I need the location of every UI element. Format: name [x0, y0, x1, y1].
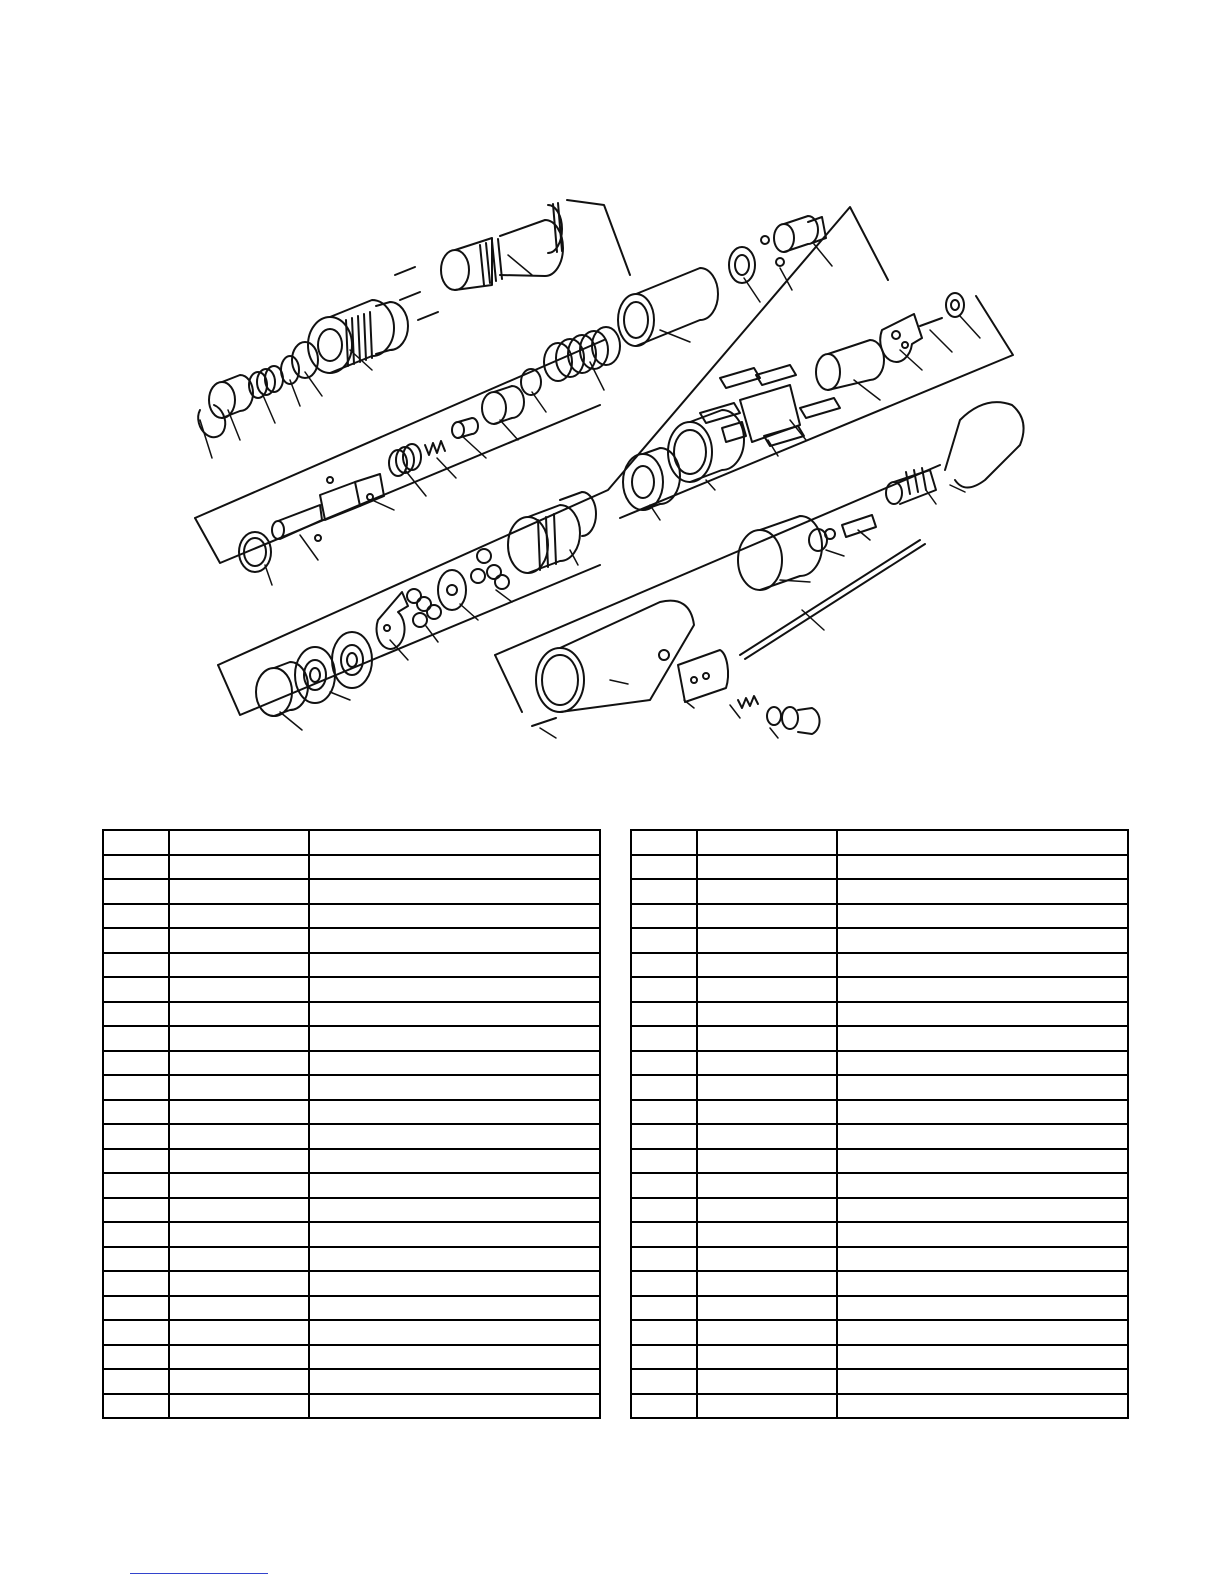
- table-cell: [169, 904, 309, 929]
- table-cell: [169, 1198, 309, 1223]
- table-cell: [631, 1222, 697, 1247]
- table-cell: [309, 928, 600, 953]
- table-row: [103, 830, 600, 855]
- table-cell: [837, 1002, 1128, 1027]
- table-cell: [837, 928, 1128, 953]
- table-cell: [697, 904, 837, 929]
- gear-housing-part: [508, 492, 596, 573]
- table-row: [103, 855, 600, 880]
- table-cell: [103, 830, 169, 855]
- table-row: [103, 1247, 600, 1272]
- table-cell: [837, 1124, 1128, 1149]
- table-cell: [169, 1002, 309, 1027]
- ring-gear-part: [308, 300, 408, 373]
- table-cell: [309, 1320, 600, 1345]
- table-cell: [631, 1149, 697, 1174]
- table-cell: [309, 953, 600, 978]
- table-cell: [631, 904, 697, 929]
- table-cell: [309, 1296, 600, 1321]
- table-cell: [169, 1100, 309, 1125]
- table-row: [103, 1149, 600, 1174]
- table-cell: [103, 953, 169, 978]
- table-row: [631, 1296, 1128, 1321]
- table-cell: [169, 830, 309, 855]
- parts-list-table-left: [102, 829, 601, 1419]
- throttle-button-part: [767, 707, 820, 734]
- table-row: [103, 1369, 600, 1394]
- exploded-parts-diagram: [0, 0, 1225, 790]
- table-cell: [631, 1002, 697, 1027]
- main-housing-part: [536, 601, 694, 712]
- callout-leader-lines: [200, 244, 980, 738]
- table-row: [631, 855, 1128, 880]
- throttle-sleeve-part: [678, 650, 728, 702]
- table-cell: [697, 1075, 837, 1100]
- table-cell: [837, 1198, 1128, 1223]
- table-cell: [309, 1345, 600, 1370]
- table-row: [631, 830, 1128, 855]
- table-row: [103, 1345, 600, 1370]
- table-cell: [697, 1173, 837, 1198]
- rotor-part: [816, 340, 884, 390]
- throttle-spring-part: [738, 696, 758, 708]
- valve-spring-part: [842, 515, 876, 537]
- table-cell: [169, 1051, 309, 1076]
- table-row: [103, 953, 600, 978]
- table-cell: [837, 1100, 1128, 1125]
- table-cell: [309, 1369, 600, 1394]
- table-cell: [103, 879, 169, 904]
- air-inlet-fitting-part: [886, 468, 936, 504]
- clutch-housing-part: [441, 203, 563, 290]
- table-cell: [631, 1247, 697, 1272]
- table-row: [631, 953, 1128, 978]
- table-cell: [309, 1002, 600, 1027]
- table-cell: [697, 953, 837, 978]
- table-cell: [309, 1026, 600, 1051]
- table-cell: [697, 1271, 837, 1296]
- table-row: [631, 1173, 1128, 1198]
- table-cell: [103, 1345, 169, 1370]
- table-cell: [169, 1320, 309, 1345]
- table-cell: [169, 1296, 309, 1321]
- table-row: [631, 904, 1128, 929]
- table-cell: [631, 1369, 697, 1394]
- table-cell: [697, 1051, 837, 1076]
- table-cell: [697, 928, 837, 953]
- table-cell: [169, 1026, 309, 1051]
- table-cell: [169, 1075, 309, 1100]
- table-cell: [631, 855, 697, 880]
- table-cell: [697, 1247, 837, 1272]
- table-row: [631, 1369, 1128, 1394]
- table-cell: [103, 928, 169, 953]
- table-cell: [837, 1296, 1128, 1321]
- table-cell: [631, 1051, 697, 1076]
- table-cell: [837, 953, 1128, 978]
- table-cell: [837, 1247, 1128, 1272]
- table-cell: [697, 1394, 837, 1419]
- table-cell: [103, 1296, 169, 1321]
- parts-list-body-left: [103, 830, 600, 1418]
- table-row: [631, 1075, 1128, 1100]
- table-cell: [697, 1198, 837, 1223]
- sun-gear-part: [438, 570, 466, 610]
- table-cell: [309, 904, 600, 929]
- rear-plate-part: [880, 314, 922, 362]
- dowel-pin-part: [532, 718, 556, 726]
- table-row: [103, 1051, 600, 1076]
- end-plate-part: [729, 236, 784, 283]
- table-cell: [309, 1100, 600, 1125]
- table-row: [103, 1026, 600, 1051]
- table-cell: [309, 879, 600, 904]
- table-cell: [837, 1026, 1128, 1051]
- table-cell: [309, 855, 600, 880]
- table-cell: [103, 1149, 169, 1174]
- table-cell: [103, 855, 169, 880]
- table-cell: [103, 1173, 169, 1198]
- cylinder-sleeve-part: [618, 268, 718, 346]
- table-cell: [103, 1247, 169, 1272]
- table-cell: [697, 1124, 837, 1149]
- table-cell: [837, 904, 1128, 929]
- table-cell: [631, 1124, 697, 1149]
- table-cell: [103, 1369, 169, 1394]
- table-cell: [169, 1345, 309, 1370]
- table-row: [103, 928, 600, 953]
- table-row: [103, 1075, 600, 1100]
- table-cell: [697, 1002, 837, 1027]
- table-cell: [837, 830, 1128, 855]
- table-cell: [697, 977, 837, 1002]
- idler-gears-part: [471, 549, 509, 589]
- table-cell: [697, 1026, 837, 1051]
- table-cell: [631, 928, 697, 953]
- table-cell: [103, 977, 169, 1002]
- table-row: [103, 1296, 600, 1321]
- table-cell: [169, 928, 309, 953]
- table-cell: [309, 1051, 600, 1076]
- table-row: [103, 879, 600, 904]
- table-cell: [837, 879, 1128, 904]
- table-cell: [697, 1345, 837, 1370]
- table-cell: [837, 1320, 1128, 1345]
- table-cell: [697, 1149, 837, 1174]
- table-cell: [103, 1222, 169, 1247]
- table-cell: [697, 1222, 837, 1247]
- table-cell: [631, 1026, 697, 1051]
- table-cell: [103, 1051, 169, 1076]
- table-cell: [697, 1100, 837, 1125]
- shaft-spring-part: [389, 444, 421, 476]
- table-cell: [837, 1051, 1128, 1076]
- table-cell: [631, 1100, 697, 1125]
- motor-end-sleeve-part: [738, 516, 822, 590]
- table-row: [631, 928, 1128, 953]
- table-cell: [169, 879, 309, 904]
- table-cell: [631, 1198, 697, 1223]
- bearing-small-part: [920, 293, 964, 326]
- table-row: [631, 1026, 1128, 1051]
- table-row: [631, 977, 1128, 1002]
- group-bracket-3: [495, 465, 940, 712]
- plunger-part: [452, 418, 478, 438]
- parts-list-body-right: [631, 830, 1128, 1418]
- drive-shaft-part: [272, 474, 384, 541]
- table-cell: [837, 1075, 1128, 1100]
- table-row: [103, 1222, 600, 1247]
- spacer-ring-part: [239, 532, 271, 572]
- table-cell: [697, 1369, 837, 1394]
- table-cell: [631, 1173, 697, 1198]
- table-cell: [103, 1075, 169, 1100]
- table-cell: [169, 1394, 309, 1419]
- table-row: [631, 1002, 1128, 1027]
- table-cell: [169, 1149, 309, 1174]
- spring-stack-part: [544, 327, 620, 381]
- table-cell: [103, 1198, 169, 1223]
- table-cell: [697, 830, 837, 855]
- table-cell: [837, 977, 1128, 1002]
- planet-carrier-part: [377, 592, 408, 649]
- table-row: [103, 1198, 600, 1223]
- table-row: [103, 1271, 600, 1296]
- table-cell: [309, 977, 600, 1002]
- table-cell: [631, 879, 697, 904]
- table-cell: [103, 1100, 169, 1125]
- parts-list-table-right: [630, 829, 1129, 1419]
- bushing-part: [209, 375, 253, 418]
- table-row: [631, 1198, 1128, 1223]
- table-row: [103, 1320, 600, 1345]
- table-cell: [631, 977, 697, 1002]
- table-cell: [169, 977, 309, 1002]
- table-row: [103, 1394, 600, 1419]
- table-cell: [309, 1075, 600, 1100]
- table-cell: [631, 1296, 697, 1321]
- table-cell: [169, 953, 309, 978]
- table-row: [631, 1051, 1128, 1076]
- table-cell: [309, 1394, 600, 1419]
- table-row: [103, 904, 600, 929]
- table-cell: [309, 830, 600, 855]
- table-row: [103, 1100, 600, 1125]
- table-cell: [169, 1369, 309, 1394]
- table-cell: [631, 1394, 697, 1419]
- table-cell: [169, 1271, 309, 1296]
- hanger-hook-part: [945, 402, 1024, 487]
- table-cell: [103, 1394, 169, 1419]
- spring-collar-part: [249, 366, 283, 398]
- table-cell: [837, 1173, 1128, 1198]
- table-cell: [103, 1026, 169, 1051]
- table-cell: [309, 1124, 600, 1149]
- rotor-blades-part: [700, 365, 840, 446]
- table-cell: [697, 1320, 837, 1345]
- planet-gears-part: [407, 589, 441, 627]
- small-spring-part: [425, 441, 445, 455]
- table-cell: [169, 1222, 309, 1247]
- table-cell: [837, 1345, 1128, 1370]
- table-cell: [309, 1198, 600, 1223]
- table-cell: [631, 830, 697, 855]
- table-cell: [103, 1271, 169, 1296]
- table-cell: [697, 879, 837, 904]
- push-rod-part: [740, 540, 925, 659]
- table-row: [631, 1320, 1128, 1345]
- table-cell: [697, 855, 837, 880]
- group-bracket-2: [218, 207, 1013, 715]
- table-cell: [837, 1222, 1128, 1247]
- table-cell: [837, 855, 1128, 880]
- table-row: [631, 1124, 1128, 1149]
- collar-part: [521, 369, 541, 395]
- table-cell: [631, 1320, 697, 1345]
- table-cell: [169, 1173, 309, 1198]
- valve-body-part: [774, 216, 826, 252]
- table-cell: [103, 1124, 169, 1149]
- table-row: [631, 1271, 1128, 1296]
- table-cell: [103, 904, 169, 929]
- table-cell: [631, 1075, 697, 1100]
- table-cell: [309, 1222, 600, 1247]
- table-row: [103, 1124, 600, 1149]
- footer-link-underline[interactable]: [130, 1573, 268, 1574]
- table-row: [631, 1394, 1128, 1419]
- table-cell: [631, 953, 697, 978]
- table-row: [631, 879, 1128, 904]
- table-cell: [697, 1296, 837, 1321]
- table-row: [103, 977, 600, 1002]
- table-cell: [103, 1002, 169, 1027]
- table-row: [631, 1149, 1128, 1174]
- table-cell: [837, 1394, 1128, 1419]
- table-row: [103, 1173, 600, 1198]
- table-row: [631, 1247, 1128, 1272]
- table-cell: [309, 1247, 600, 1272]
- sleeve-part: [482, 386, 524, 424]
- ball-bearing-part: [623, 448, 680, 510]
- table-row: [631, 1100, 1128, 1125]
- table-cell: [169, 1124, 309, 1149]
- table-cell: [837, 1149, 1128, 1174]
- table-cell: [169, 855, 309, 880]
- table-cell: [837, 1271, 1128, 1296]
- table-row: [103, 1002, 600, 1027]
- table-cell: [309, 1271, 600, 1296]
- table-cell: [309, 1149, 600, 1174]
- table-cell: [103, 1320, 169, 1345]
- table-cell: [631, 1271, 697, 1296]
- table-cell: [309, 1173, 600, 1198]
- table-row: [631, 1345, 1128, 1370]
- table-row: [631, 1222, 1128, 1247]
- table-cell: [631, 1345, 697, 1370]
- table-cell: [169, 1247, 309, 1272]
- table-cell: [837, 1369, 1128, 1394]
- pin-part: [395, 267, 438, 320]
